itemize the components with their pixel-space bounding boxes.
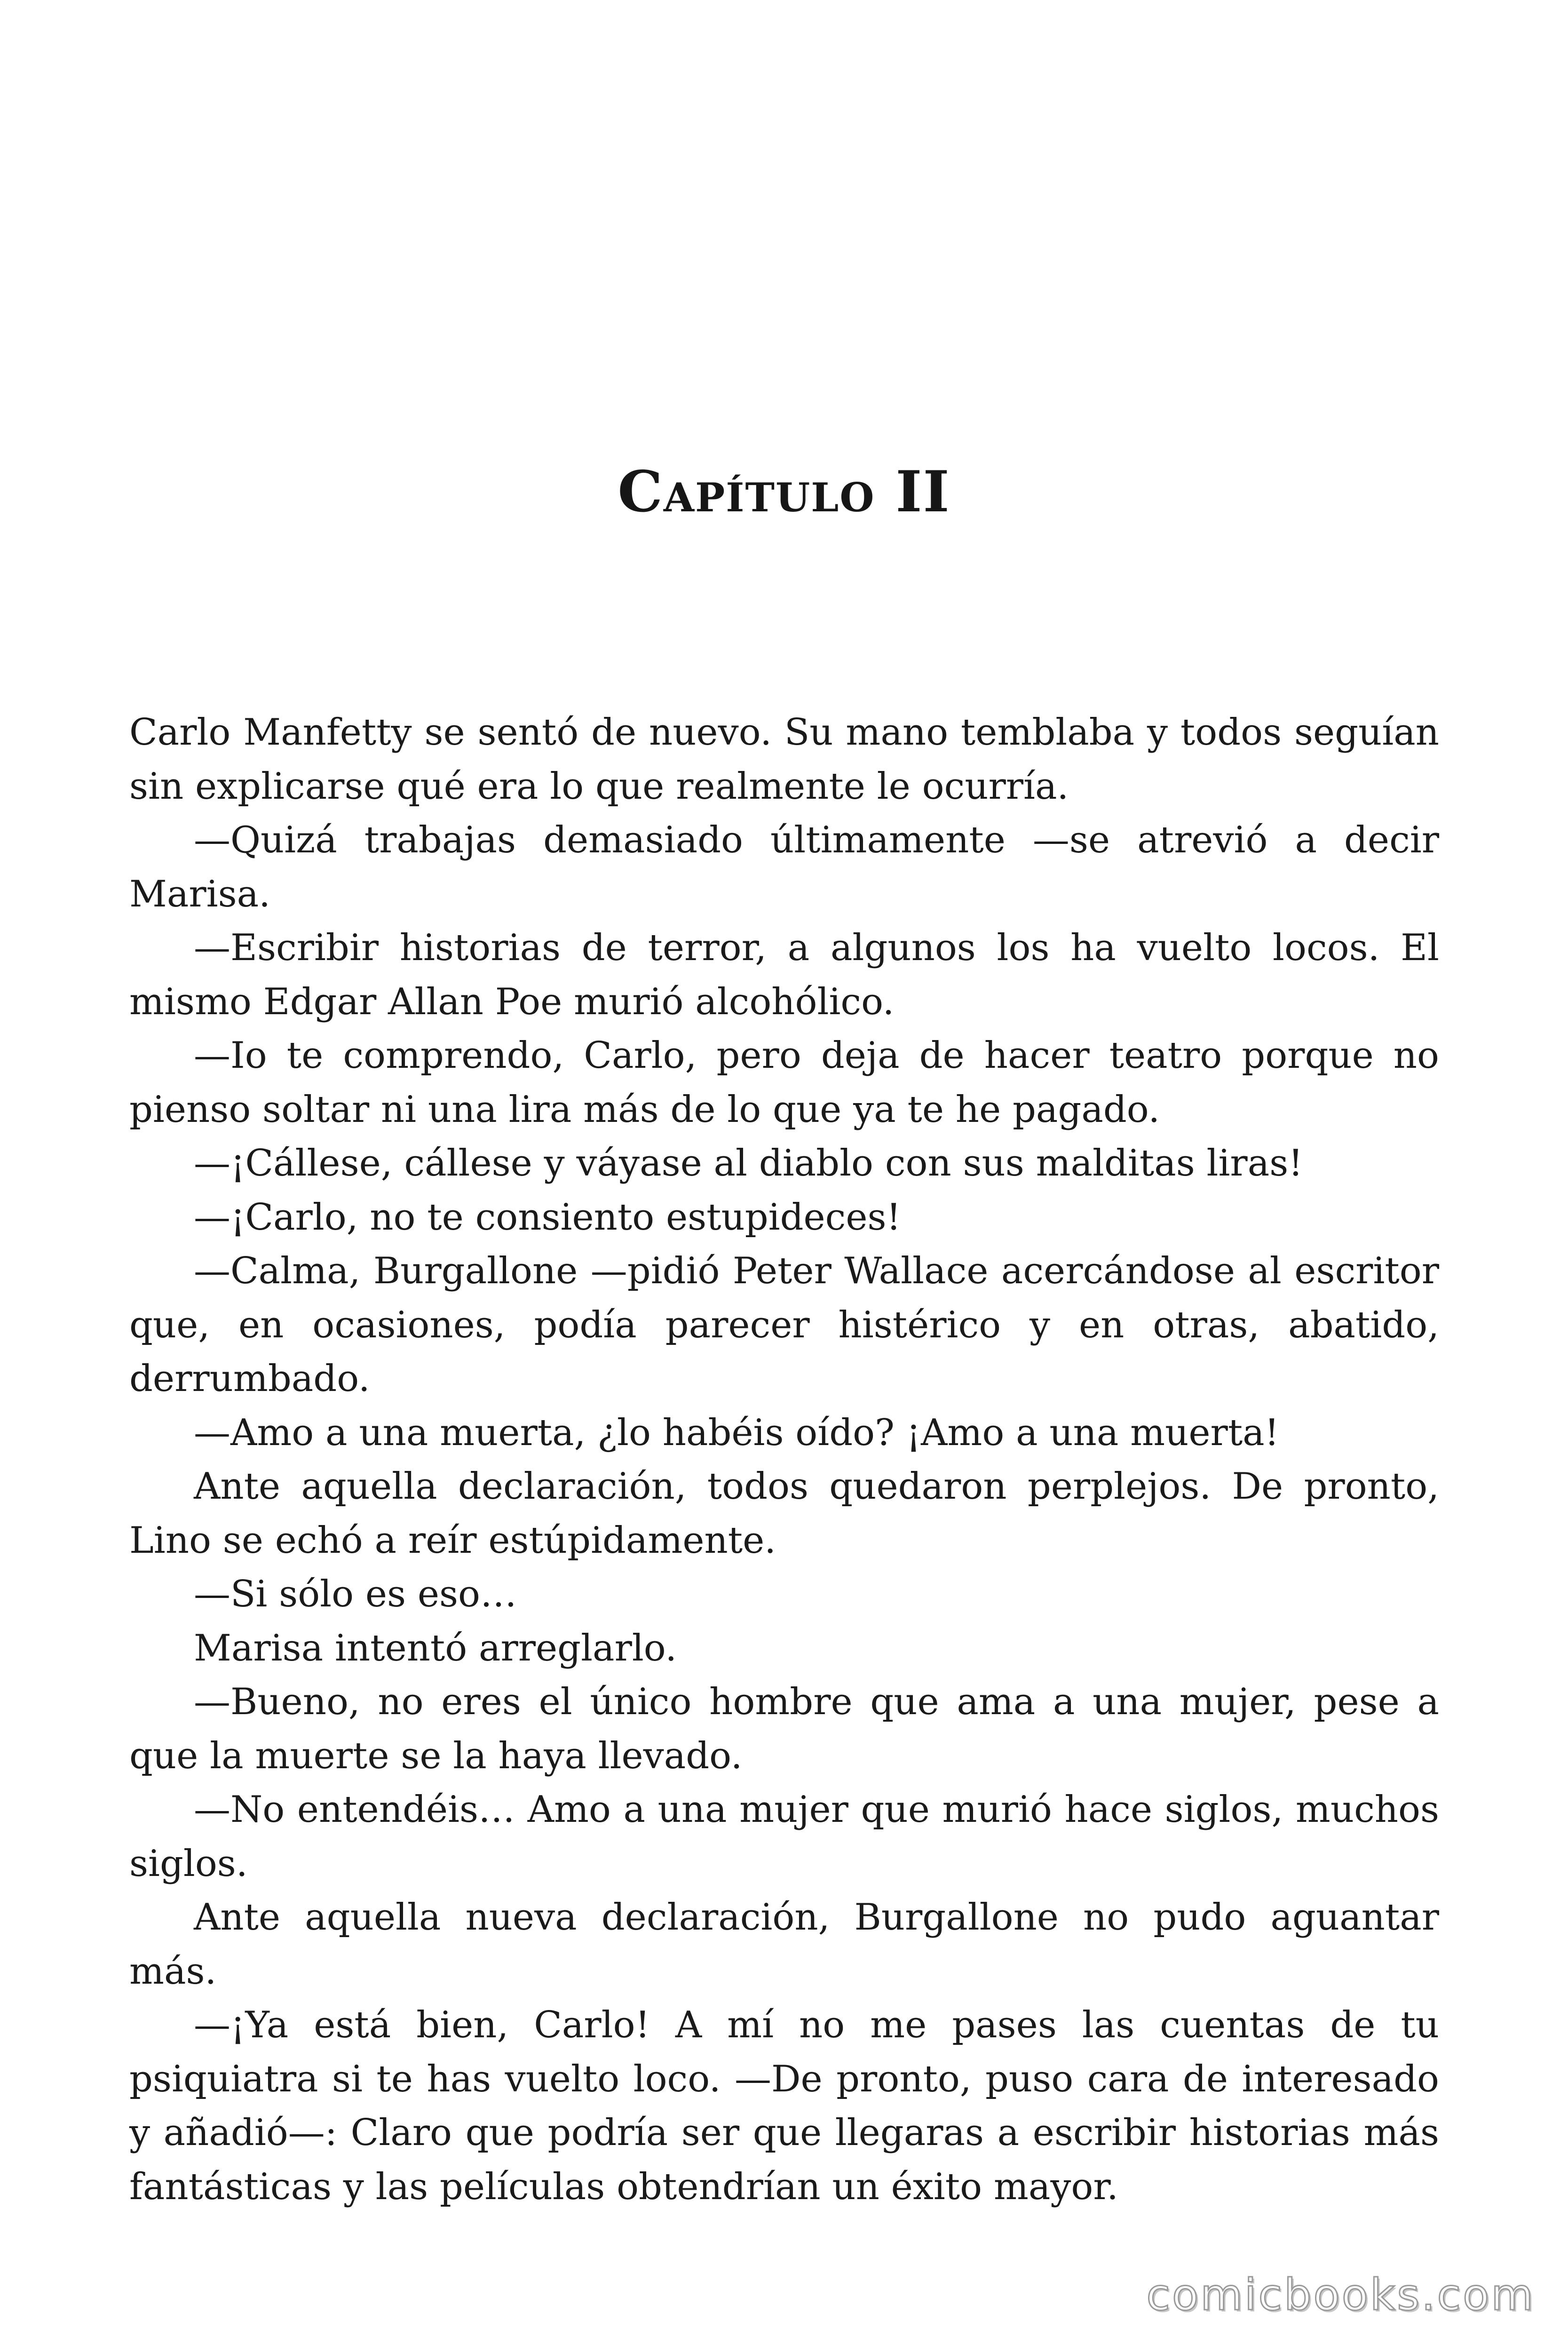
- chapter-body: [129, 706, 1439, 2214]
- paragraph: —¡Ya está bien, Carlo! A mí no me pases las cuentas de tu psiquiatra si te has vuelto loco. —De pronto, puso cara de interesado y añadió—: Claro que podría ser que llegaras a escribir historias más fantásticas y las películas obtendrían un éxito mayor.: [129, 2004, 1439, 2208]
- paragraph: —Calma, Burgallone —pidió Peter Wallace acercándose al escritor que, en ocasiones, podía parecer histérico y en otras, abatido, derrumbado.: [129, 1250, 1439, 1400]
- paragraph: —¡Carlo, no te consiento estupideces!: [194, 1196, 901, 1239]
- paragraph: Marisa intentó arreglarlo.: [194, 1627, 677, 1669]
- paragraph: —¡Cállese, cállese y váyase al diablo con sus malditas liras!: [194, 1142, 1303, 1184]
- watermark: comicbooks.com: [1146, 2270, 1535, 2320]
- paragraph: —Escribir historias de terror, a algunos los ha vuelto locos. El mismo Edgar Allan Poe murió alcohólico.: [129, 927, 1439, 1023]
- paragraph: —Amo a una muerta, ¿lo habéis oído? ¡Amo a una muerta!: [194, 1411, 1280, 1454]
- paragraph: —Bueno, no eres el único hombre que ama a una mujer, pese a que la muerte se la haya llevado.: [129, 1681, 1439, 1777]
- paragraph: —Si sólo es eso…: [194, 1573, 517, 1615]
- paragraph: Ante aquella nueva declaración, Burgallone no pudo aguantar más.: [129, 1896, 1439, 1993]
- chapter-title: Capítulo II: [618, 459, 950, 525]
- paragraph: —No entendéis… Amo a una mujer que murió hace siglos, muchos siglos.: [129, 1788, 1439, 1885]
- paragraph: Carlo Manfetty se sentó de nuevo. Su mano temblaba y todos seguían sin explicarse qué era lo que realmente le ocurría.: [129, 711, 1439, 808]
- paragraph: —Quizá trabajas demasiado últimamente —se atrevió a decir Marisa.: [129, 819, 1439, 915]
- paragraph: Ante aquella declaración, todos quedaron perplejos. De pronto, Lino se echó a reír estúpidamente.: [129, 1465, 1439, 1562]
- paragraph: —Io te comprendo, Carlo, pero deja de hacer teatro porque no pienso soltar ni una lira más de lo que ya te he pagado.: [129, 1034, 1439, 1131]
